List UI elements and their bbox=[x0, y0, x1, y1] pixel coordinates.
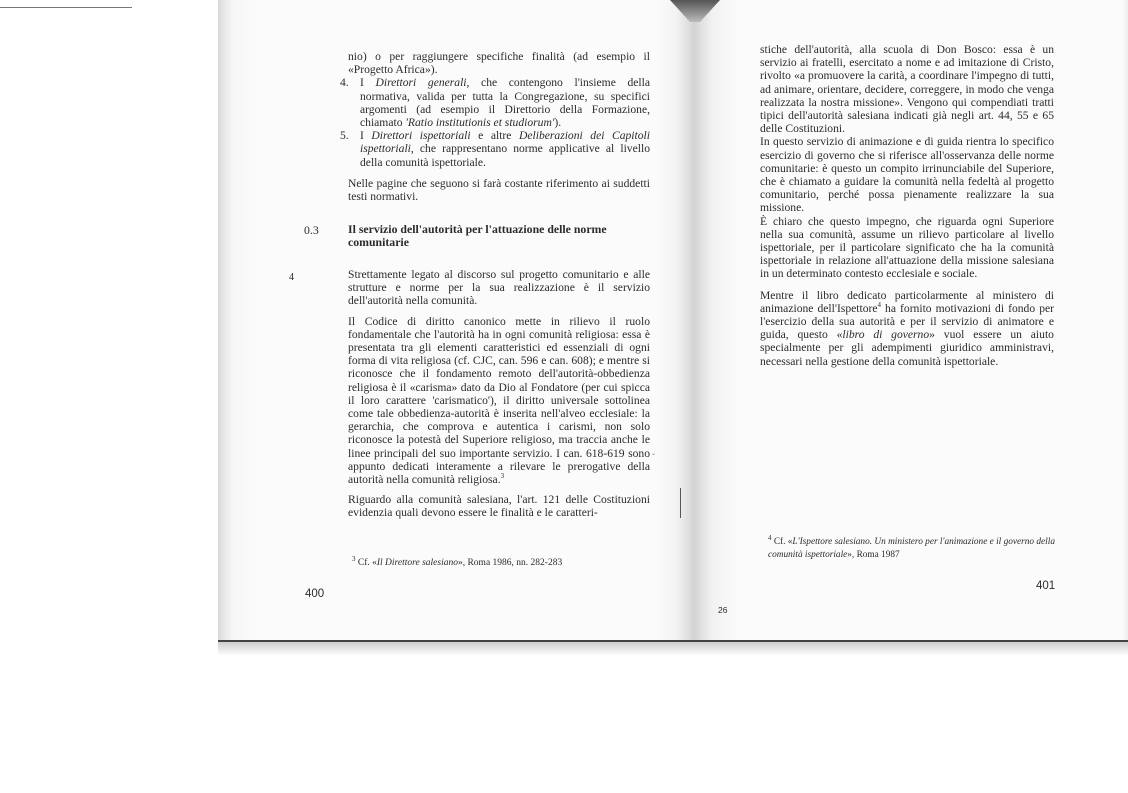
paragraph: Il Codice di diritto canonico mette in rilievo il ruolo fondamentale che l'autorità ha in ogni comunità religiosa: essa è presentata tra gli elementi caratteristici ed essenziali di ogni forma di vita religiosa (cf. CJC, can. 596 e can. 608); e mentre si riconosce che il fondamento remoto dell'autorità-obbedienza religiosa è il «carisma» dato da Dio al Fondatore (per cui spicca il loro carattere 'carismatico'), il diritto universale sottolinea come tale obbedienza-autorità è inserita nell'alveo ecclesiale: la gerarchia, che comprova e autentica i carismi, non solo riconosce la potestà del Superiore religioso, ma traccia anche le linee principali del suo importante servizio. I can. 618-619 sono appunto dedicati interamente a rilevare le prerogative della autorità nella comunità religiosa.$^3$ bbox=[348, 314, 650, 487]
paragraph: stiche dell'autorità, alla scuola di Don Bosco: essa è un servizio ai fratelli, esercitato a nome e ad imitazione di Cristo, rivolto «a promuovere la carità, a coordinare l'impegno di tutti, ad animare, orientare, decidere, correggere, in modo che venga realizzata la nostra missione». Vengono qui compendiati tratti tipici dell'autorità salesiana indicati già negli art. 44, 55 e 65 delle Costituzioni. bbox=[760, 43, 1054, 136]
margin-number: 4 bbox=[289, 272, 294, 283]
footnote: $^3$ Cf. «Il Direttore salesiano», Roma 1986, nn. 282-283 bbox=[352, 554, 563, 568]
paragraph: È chiaro che questo impegno, che riguarda ogni Superiore nella sua comunità, assume un rilievo particolare al livello ispettoriale, per il particolare significato che ha la comunità ispettoriale in relazione all'attuazione della missione salesiana in un determinato contesto ecclesiale e sociale. bbox=[760, 214, 1054, 281]
directive-list bbox=[340, 50, 650, 169]
intro-line: nio) o per raggiungere specifiche finalità (ad esempio il «Progetto Africa»). bbox=[348, 50, 650, 77]
paragraph: Strettamente legato al discorso sul progetto comunitario e alle strutture e norme per la sua realizzazione è il servizio dell'autorità nella comunità. bbox=[348, 268, 650, 308]
footnote-ref: 4 bbox=[877, 301, 882, 309]
right-page-body bbox=[760, 43, 1054, 368]
scan-mark: 26 bbox=[718, 605, 728, 615]
page-number: 400 bbox=[305, 588, 325, 600]
list-item: 5. I Direttori ispettoriali e altre Deliberazioni dei Capitoli ispettoriali, che rappresentano norme applicative al livello della comunità ispettoriale. bbox=[340, 129, 650, 169]
paragraph: Riguardo alla comunità salesiana, l'art. 121 delle Costituzioni evidenzia quali devono essere le finalità e le caratteri- bbox=[348, 493, 650, 520]
scan-edge-line bbox=[0, 7, 132, 8]
list-item: 4. I Direttori generali, che contengono l'insieme della normativa, valida per tutta la Congregazione, su specifici argomenti (ad esempio il Direttorio della Formazione, chiamato 'Ratio institutionis et studiorum'). bbox=[340, 76, 650, 130]
section-title: Il servizio dell'autorità per l'attuazione delle norme comunitarie bbox=[348, 222, 607, 250]
margin-tick: ˇ bbox=[652, 452, 655, 462]
paragraph: Mentre il libro dedicato particolarmente al ministero di animazione dell'Ispettore$^4$ ha fornito motivazioni di fondo per l'esercizio della sua autorità e per il servizio di animatore e guida, questo «libro di governo» vuol essere un aiuto specialmente per gli adempimenti giuridico amministravi, necessari nella gestione della comunità ispettoriale. bbox=[760, 288, 1054, 368]
footnote-ref: 3 bbox=[500, 472, 505, 481]
section-number: 0.3 bbox=[304, 223, 319, 237]
left-page-body bbox=[348, 268, 650, 527]
page-shadow bbox=[218, 642, 1128, 656]
spine-mark bbox=[680, 488, 681, 518]
left-page-top bbox=[340, 50, 650, 210]
paragraph: In questo servizio di animazione e di guida rientra lo specifico esercizio di governo che si riferisce all'osservanza delle norme comunitarie: è questo un compito irrinunciabile del Superiore, che è chiamato a guidare la comunità nella fedeltà al progetto comunitario, perché possa pienamente realizzare la sua missione. bbox=[760, 135, 1054, 215]
footnote: $^4$ Cf. «L'Ispettore salesiano. Un ministero per l'animazione e il governo della comunità ispettoriale», Roma 1987 bbox=[768, 533, 1055, 560]
list-item bbox=[348, 50, 650, 76]
page-number: 401 bbox=[1036, 580, 1056, 592]
closing-paragraph: Nelle pagine che seguono si farà costante riferimento ai suddetti testi normativi. bbox=[348, 176, 650, 204]
